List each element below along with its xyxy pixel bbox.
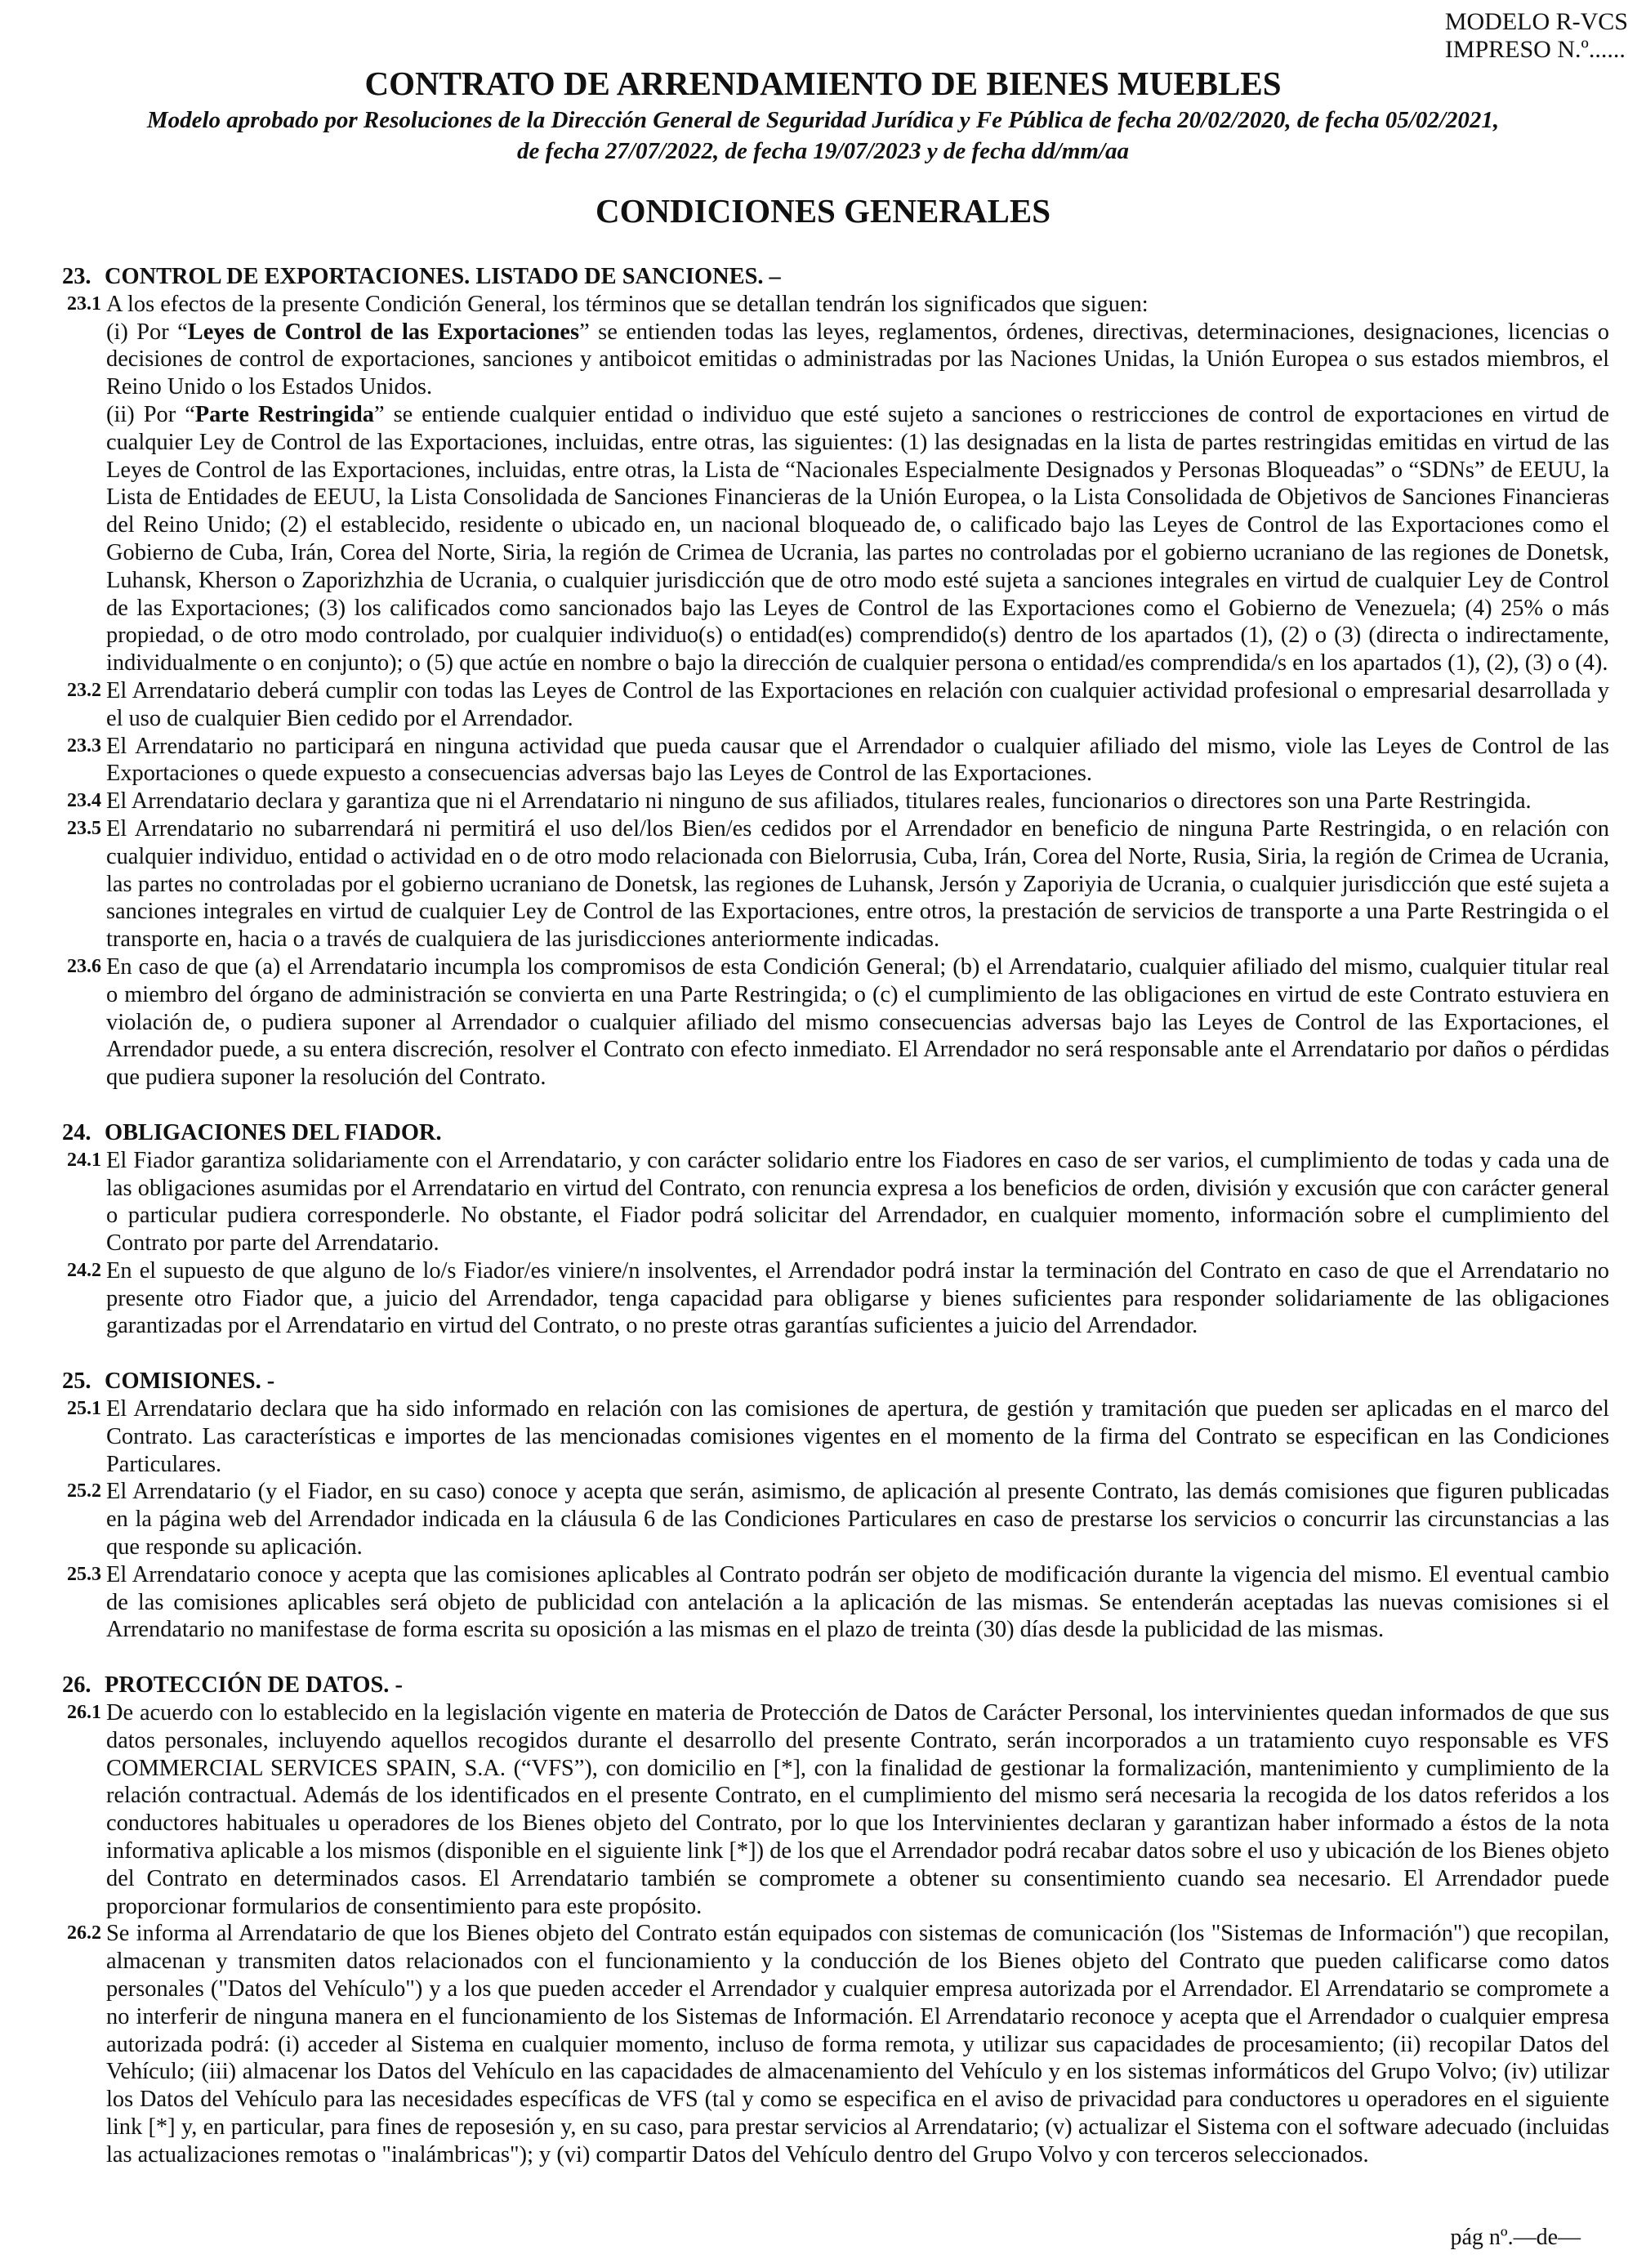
clauses-body — [47, 263, 1609, 2169]
clause-number: 23.2 — [67, 679, 101, 701]
clause-23-5 — [47, 815, 1609, 953]
clause-text — [106, 291, 1609, 677]
document-title: CONTRATO DE ARRENDAMIENTO DE BIENES MUEBLES — [364, 65, 1282, 102]
clause-text: En el supuesto de que alguno de lo/s Fiador/es viniere/n insolventes, el Arrendador podrá instar la terminación del Contrato en caso de que el Arrendatario no presente otro Fiador que, a juicio del Arrendador, tenga capacidad para obligarse y bienes suficientes para responder solidariamente de las obligaciones garantizadas por el Arrendatario en virtud del Contrato, o no preste otras garantías suficientes a juicio del Arrendador. — [106, 1257, 1609, 1339]
section-title: COMISIONES. - — [105, 1368, 275, 1395]
definition-text: ” se entiende cualquier entidad o individuo que esté sujeto a sanciones o restricciones de control de exportaciones en virtud de cualquier Ley de Control de las Exportaciones, incluidas, entre otras, las siguientes: (1) las designadas en la lista de partes restringidas emitidas en virtud de las Leyes de Control de las Exportaciones, incluidas, entre otras, la Lista de “Nacionales Especialmente Designados y Personas Bloqueadas” o “SDNs” de EEUU, la Lista de Entidades de EEUU, la Lista Consolidada de Sanciones Financieras de la Unión Europea, o la Lista Consolidada de Objetivos de Sanciones Financieras del Reino Unido; (2) el establecido, residente o ubicado en, un nacional bloqueado de, o calificado bajo las Leyes de Control de las Exportaciones como el Gobierno de Cuba, Irán, Corea del Norte, Siria, la región de Crimea de Ucrania, las partes no controladas por el gobierno ucraniano de las regiones de Donetsk, Luhansk, Kherson o Zaporizhzhia de Ucrania, o cualquier jurisdicción que de otro modo esté sujeta a sanciones integrales en virtud de cualquier Ley de Control de las Exportaciones; (3) los calificados como sancionados bajo las Leyes de Control de las Exportaciones como el Gobierno de Venezuela; (4) 25% o más propiedad, o de otro modo controlado, por cualquier individuo(s) o entidad(es) comprendido(s) dentro de los apartados (1), (2) o (3) (directa o indirectamente, individualmente o en conjunto); o (5) que actúe en nombre o bajo la dirección de cualquier persona o entidad/es comprendida/s en los apartados (1), (2), (3) o (4). — [106, 401, 1609, 676]
approval-subtitle — [65, 105, 1581, 167]
section-heading — [47, 1368, 1609, 1395]
clause-text: El Arrendatario declara que ha sido informado en relación con las comisiones de apertura, de gestión y tramitación que pueden ser aplicadas en el marco del Contrato. Las características e importes de las mencionadas comisiones vigentes en el momento de la firma del Contrato se especifican en las Condiciones Particulares. — [106, 1396, 1609, 1477]
definition-prefix: (i) Por “ — [106, 319, 188, 345]
clause-23-2 — [47, 677, 1609, 733]
model-code — [1445, 8, 1628, 64]
print-number-line: IMPRESO N.º...... — [1444, 36, 1626, 63]
definition-restricted-party — [106, 401, 1609, 677]
clause-text: El Arrendatario conoce y acepta que las comisiones aplicables al Contrato podrán ser objeto de modificación durante la vigencia del mismo. El eventual cambio de las comisiones aplicables será objeto de publicidad con antelación a la aplicación de las mismas. Se entenderán aceptadas las nuevas comisiones si el Arrendatario no manifestase de forma escrita su oposición a las mismas en el plazo de treinta (30) días desde la publicidad de las mismas. — [106, 1561, 1609, 1643]
section-23 — [47, 263, 1609, 1092]
clause-text: El Arrendatario no subarrendará ni permitirá el uso del/los Bien/es cedidos por el Arrendador en beneficio de ninguna Parte Restringida, o en relación con cualquier individuo, entidad o actividad en o de otro modo relacionada con Bielorrusia, Cuba, Irán, Corea del Norte, Rusia, Siria, la región de Crimea de Ucrania, las partes no controladas por el gobierno ucraniano de Donetsk, las regiones de Luhansk, Jersón y Zaporiyia de Ucrania, o cualquier jurisdicción que esté sujeta a sanciones integrales en virtud de cualquier Ley de Control de las Exportaciones, entre otros, la prestación de servicios de transporte a una Parte Restringida o el transporte en, hacia o a través de cualquiera de las jurisdicciones anteriormente indicadas. — [106, 815, 1609, 953]
clause-text: Se informa al Arrendatario de que los Bienes objeto del Contrato están equipados con sistemas de comunicación (los "Sistemas de Información") que recopilan, almacenan y transmiten datos relacionados con el funcionamiento y la conducción de los Bienes objeto del Contrato que pueden calificarse como datos personales ("Datos del Vehículo") y a los que pueden acceder el Arrendador y cualquier empresa autorizada por el Arrendador. El Arrendatario se compromete a no interferir de ninguna manera en el funcionamiento de los Sistemas de Información. El Arrendatario reconoce y acepta que el Arrendador o cualquier empresa autorizada podrá: (i) acceder al Sistema en cualquier momento, incluso de forma remota, y utilizar sus capacidades de procesamiento; (ii) recopilar Datos del Vehículo; (iii) almacenar los Datos del Vehículo en las capacidades de almacenamiento del Vehículo y en los sistemas informáticos del Grupo Volvo; (iv) utilizar los Datos del Vehículo para las necesidades específicas de VFS (tal y como se especifica en el aviso de privacidad para conductores u operadores en el siguiente link [*] y, en particular, para fines de reposesión y, en su caso, para prestar servicios al Arrendatario; (v) actualizar el Sistema con el software adecuado (incluidas las actualizaciones remotas o "inalámbricas"); y (vi) compartir Datos del Vehículo dentro del Grupo Volvo y con terceros seleccionados. — [106, 1921, 1609, 2168]
clause-23-1 — [47, 291, 1609, 677]
defined-term: Leyes de Control de las Exportaciones — [187, 319, 580, 345]
section-26 — [47, 1672, 1609, 2168]
clause-number: 24.1 — [67, 1149, 101, 1171]
clause-text: El Arrendatario (y el Fiador, en su caso) conoce y acepta que serán, asimismo, de aplicación al presente Contrato, las demás comisiones que figuren publicadas en la página web del Arrendador indicada en la cláusula 6 de las Condiciones Particulares en caso de prestarse los servicios o concurrir las circunstancias a las que responde su aplicación. — [106, 1479, 1609, 1560]
clause-intro: A los efectos de la presente Condición General, los términos que se detallan tendrán los significados que siguen: — [106, 291, 1149, 317]
clause-number: 26.1 — [67, 1702, 101, 1724]
clause-23-6 — [47, 953, 1609, 1092]
clause-number: 24.2 — [67, 1259, 101, 1281]
page-number: pág nº.—de— — [1450, 2225, 1581, 2250]
section-heading — [47, 1119, 1609, 1147]
clause-24-1 — [47, 1147, 1609, 1257]
clause-text: El Fiador garantiza solidariamente con el Arrendatario, y con carácter solidario entre los Fiadores en caso de ser varios, el cumplimiento de todas y cada una de las obligaciones asumidas por el Arrendatario en virtud del Contrato, con renuncia expresa a los beneficios de orden, división y excusión que con carácter general o particular pudiera corresponderle. No obstante, el Fiador podrá solicitar del Arrendador, en cualquier momento, información sobre el cumplimiento del Contrato por parte del Arrendatario. — [106, 1147, 1609, 1257]
clause-number: 25.1 — [67, 1398, 101, 1420]
section-title: OBLIGACIONES DEL FIADOR. — [105, 1119, 442, 1145]
conditions-title: CONDICIONES GENERALES — [595, 192, 1051, 230]
clause-text: En caso de que (a) el Arrendatario incumpla los compromisos de esta Condición General; (b) el Arrendatario, cualquier afiliado del mismo, cualquier titular real o miembro del órgano de administración se convierta en una Parte Restringida; o (c) el cumplimiento de las obligaciones en virtud de este Contrato estuviera en violación de, o pudiera suponer al Arrendador o cualquier afiliado del mismo consecuencias adversas bajo las Leyes de Control de las Exportaciones, el Arrendador puede, a su entera discreción, resolver el Contrato con efecto inmediato. El Arrendador no será responsable ante el Arrendatario por daños o pérdidas que pudiera suponer la resolución del Contrato. — [106, 953, 1609, 1091]
definition-export-laws — [106, 319, 1609, 401]
clause-26-1 — [47, 1699, 1609, 1920]
section-number: 26. — [62, 1672, 91, 1699]
section-number: 25. — [62, 1368, 91, 1395]
clause-25-1 — [47, 1395, 1609, 1478]
clause-25-3 — [47, 1561, 1609, 1644]
section-heading — [47, 1672, 1609, 1699]
clause-text: De acuerdo con lo establecido en la legislación vigente en materia de Protección de Datos de Carácter Personal, los intervinientes quedan informados de que sus datos personales, incluyendo aquellos recogidos durante el desarrollo del presente Contrato, serán incorporados a un tratamiento cuyo responsable es VFS COMMERCIAL SERVICES SPAIN, S.A. (“VFS”), con domicilio en [*], con la finalidad de gestionar la formalización, mantenimiento y cumplimiento de la relación contractual. Además de los identificados en el presente Contrato, en el cumplimiento del mismo será necesaria la recogida de los datos referidos a los conductores habituales u operadores de los Bienes objeto del Contrato, por lo que los Intervinientes declaran y garantizan haber informado a éstos de la nota informativa aplicable a los mismos (disponible en el siguiente link [*]) de los que el Arrendador podrá recabar datos sobre el uso y ubicación de los Bienes objeto del Contrato en determinados casos. El Arrendatario también se compromete a obtener su consentimiento cuando sea necesario. El Arrendador puede proporcionar formularios de consentimiento para este propósito. — [106, 1700, 1609, 1919]
clause-23-3 — [47, 733, 1609, 788]
subtitle-line: Modelo aprobado por Resoluciones de la Dirección General de Seguridad Jurídica y Fe Pública de fecha 20/02/2020, de fecha 05/02/2021, — [146, 107, 1500, 133]
clause-number: 25.3 — [67, 1563, 101, 1585]
clause-number: 23.1 — [67, 292, 101, 315]
clause-number: 23.3 — [67, 734, 101, 757]
subtitle-line: de fecha 27/07/2022, de fecha 19/07/2023 y de fecha dd/mm/aa — [516, 138, 1130, 164]
section-number: 24. — [62, 1119, 91, 1145]
defined-term: Parte Restringida — [194, 401, 374, 427]
clause-number: 23.6 — [67, 955, 101, 977]
clause-number: 26.2 — [67, 1922, 101, 1944]
clause-25-2 — [47, 1478, 1609, 1560]
section-24 — [47, 1119, 1609, 1340]
clause-number: 23.5 — [67, 817, 101, 839]
definition-prefix: (ii) Por “ — [106, 401, 195, 427]
clause-24-2 — [47, 1257, 1609, 1340]
section-title: PROTECCIÓN DE DATOS. - — [105, 1672, 403, 1699]
clause-text: El Arrendatario deberá cumplir con todas las Leyes de Control de las Exportaciones en relación con cualquier actividad profesional o empresarial desarrollada y el uso de cualquier Bien cedido por el Arrendador. — [106, 677, 1609, 731]
clause-23-4 — [47, 788, 1609, 815]
clause-number: 25.2 — [67, 1480, 101, 1502]
clause-number: 23.4 — [67, 790, 101, 812]
clause-text: El Arrendatario no participará en ninguna actividad que pueda causar que el Arrendador o cualquier afiliado del mismo, viole las Leyes de Control de las Exportaciones o quede expuesto a consecuencias adversas bajo las Leyes de Control de las Exportaciones. — [106, 733, 1609, 787]
clause-26-2 — [47, 1920, 1609, 2168]
section-number: 23. — [62, 264, 91, 289]
section-25 — [47, 1368, 1609, 1644]
section-heading — [47, 263, 1609, 291]
clause-text: El Arrendatario declara y garantiza que ni el Arrendatario ni ninguno de sus afiliados, titulares reales, funcionarios o directores son una Parte Restringida. — [106, 788, 1532, 815]
definition-text: ” se entienden todas las leyes, reglamentos, órdenes, directivas, determinaciones, designaciones, licencias o decisiones de control de exportaciones, sanciones y antiboicot emitidas o administradas por las Naciones Unidas, la Unión Europea o sus estados miembros, el Reino Unido o los Estados Unidos. — [106, 319, 1609, 400]
model-line: MODELO R-VCS — [1444, 8, 1628, 35]
section-title: CONTROL DE EXPORTACIONES. LISTADO DE SANCIONES. – — [105, 264, 781, 289]
